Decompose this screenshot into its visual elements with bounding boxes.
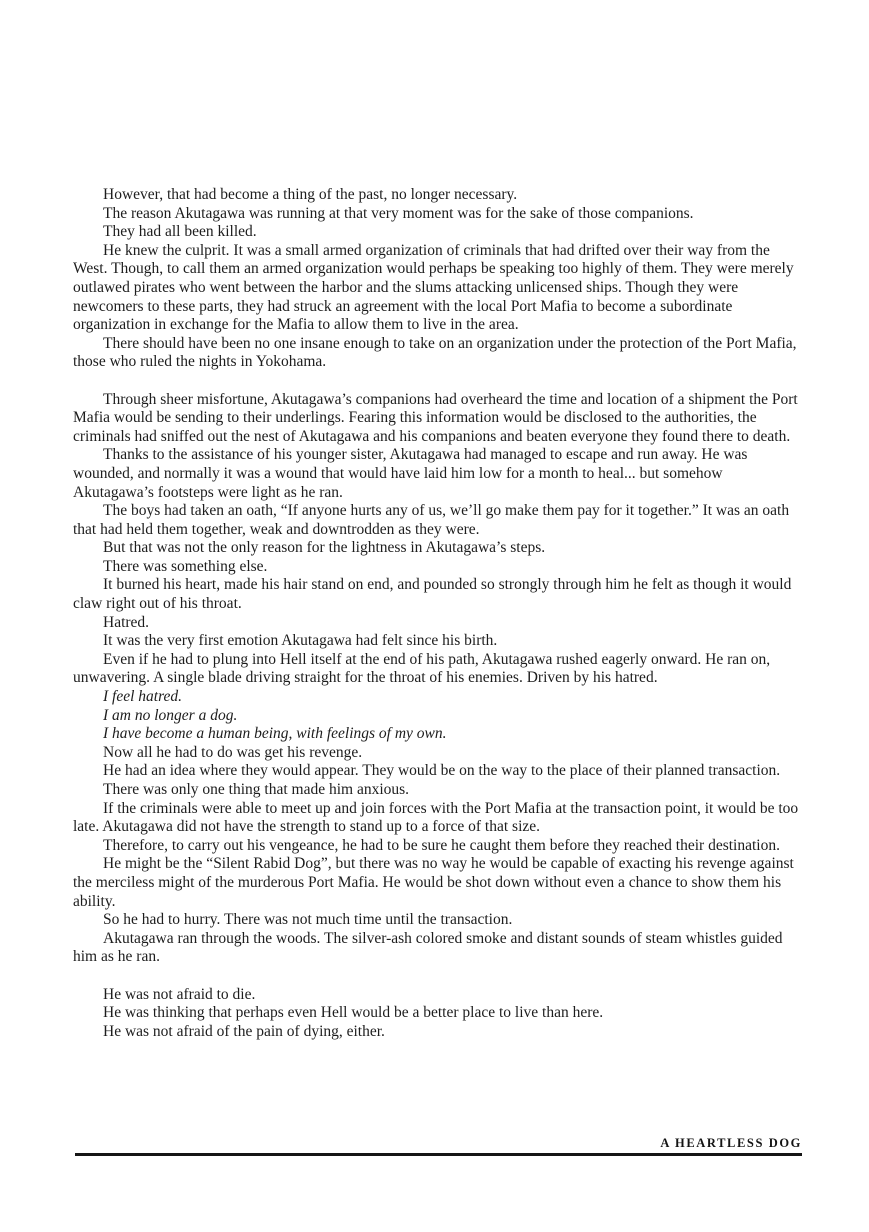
- paragraph: It burned his heart, made his hair stand on end, and pounded so strongly through him he felt as though it would claw right out of his throat.: [73, 576, 792, 613]
- paragraph: The reason Akutagawa was running at that very moment was for the sake of those companions.: [103, 204, 694, 222]
- paragraph: Now all he had to do was get his revenge.: [103, 743, 363, 761]
- paragraph: Thanks to the assistance of his younger sister, Akutagawa had managed to escape and run away. He was wounded, and normally it was a wound that would have laid him low for a month to heal... but somehow Akutagawa’s footsteps were light as he ran.: [73, 446, 748, 501]
- paragraph: It was the very first emotion Akutagawa had felt since his birth.: [103, 632, 498, 650]
- paragraph: I feel hatred.: [103, 688, 183, 706]
- paragraph: Through sheer misfortune, Akutagawa’s companions had overheard the time and location of a shipment the Port Mafia would be sending to their underlings. Fearing this information would be disclosed to the authorities, the criminals had sniffed out the nest of Akutagawa and his companions and beaten everyone they found there to death.: [73, 390, 798, 445]
- paragraph: Akutagawa ran through the woods. The silver-ash colored smoke and distant sounds of steam whistles guided him as he ran.: [73, 929, 783, 966]
- paragraph: There was only one thing that made him anxious.: [103, 781, 410, 798]
- paragraph: He knew the culprit. It was a small armed organization of criminals that had drifted over their way from the West. Though, to call them an armed organization would perhaps be speaking too highly of them. They were merely outlawed pirates who went between the harbor and the slums attacking unlicensed ships. Though they were newcomers to these parts, they had struck an agreement with the local Port Mafia to become a subordinate organization in exchange for the Mafia to allow them to live in the area.: [73, 241, 794, 334]
- paragraph: He was not afraid of the pain of dying, either.: [103, 1022, 385, 1040]
- paragraph: I am no longer a dog.: [103, 706, 238, 724]
- paragraph: There should have been no one insane enough to take on an organization under the protection of the Port Mafia, those who ruled the nights in Yokohama.: [73, 334, 797, 371]
- paragraph: Hatred.: [103, 613, 150, 631]
- paragraph: He was thinking that perhaps even Hell would be a better place to live than here.: [103, 1004, 604, 1022]
- paragraph: But that was not the only reason for the lightness in Akutagawa’s steps.: [103, 539, 546, 557]
- footer-rule: [75, 1153, 802, 1156]
- footer-chapter-title: A HEARTLESS DOG: [660, 1136, 802, 1150]
- paragraph: I have become a human being, with feelings of my own.: [103, 725, 447, 743]
- paragraph: If the criminals were able to meet up and join forces with the Port Mafia at the transaction point, it would be too late. Akutagawa did not have the strength to stand up to a force of that size.: [73, 799, 799, 836]
- paragraph: The boys had taken an oath, “If anyone hurts any of us, we’ll go make them pay for it together.” It was an oath that had held them together, weak and downtrodden as they were.: [73, 502, 790, 538]
- paragraph: So he had to hurry. There was not much time until the transaction.: [103, 911, 513, 929]
- paragraph: However, that had become a thing of the past, no longer necessary.: [103, 186, 518, 203]
- paragraph: He might be the “Silent Rabid Dog”, but there was no way he would be capable of exacting his revenge against the merciless might of the murderous Port Mafia. He would be shot down without even a chance to show them his ability.: [73, 855, 794, 910]
- paragraph: He was not afraid to die.: [103, 985, 256, 1003]
- paragraph: There was something else.: [103, 557, 268, 575]
- paragraph: They had all been killed.: [103, 223, 257, 241]
- paragraph: Even if he had to plung into Hell itself at the end of his path, Akutagawa rushed eagerly onward. He ran on, unwavering. A single blade driving straight for the throat of his enemies. Driven by his hatred.: [73, 650, 771, 687]
- paragraph: He had an idea where they would appear. They would be on the way to the place of their planned transaction.: [103, 762, 781, 780]
- paragraph: Therefore, to carry out his vengeance, he had to be sure he caught them before they reached their destination.: [103, 836, 780, 854]
- running-footer: [75, 1136, 802, 1156]
- body-text: [73, 186, 802, 1041]
